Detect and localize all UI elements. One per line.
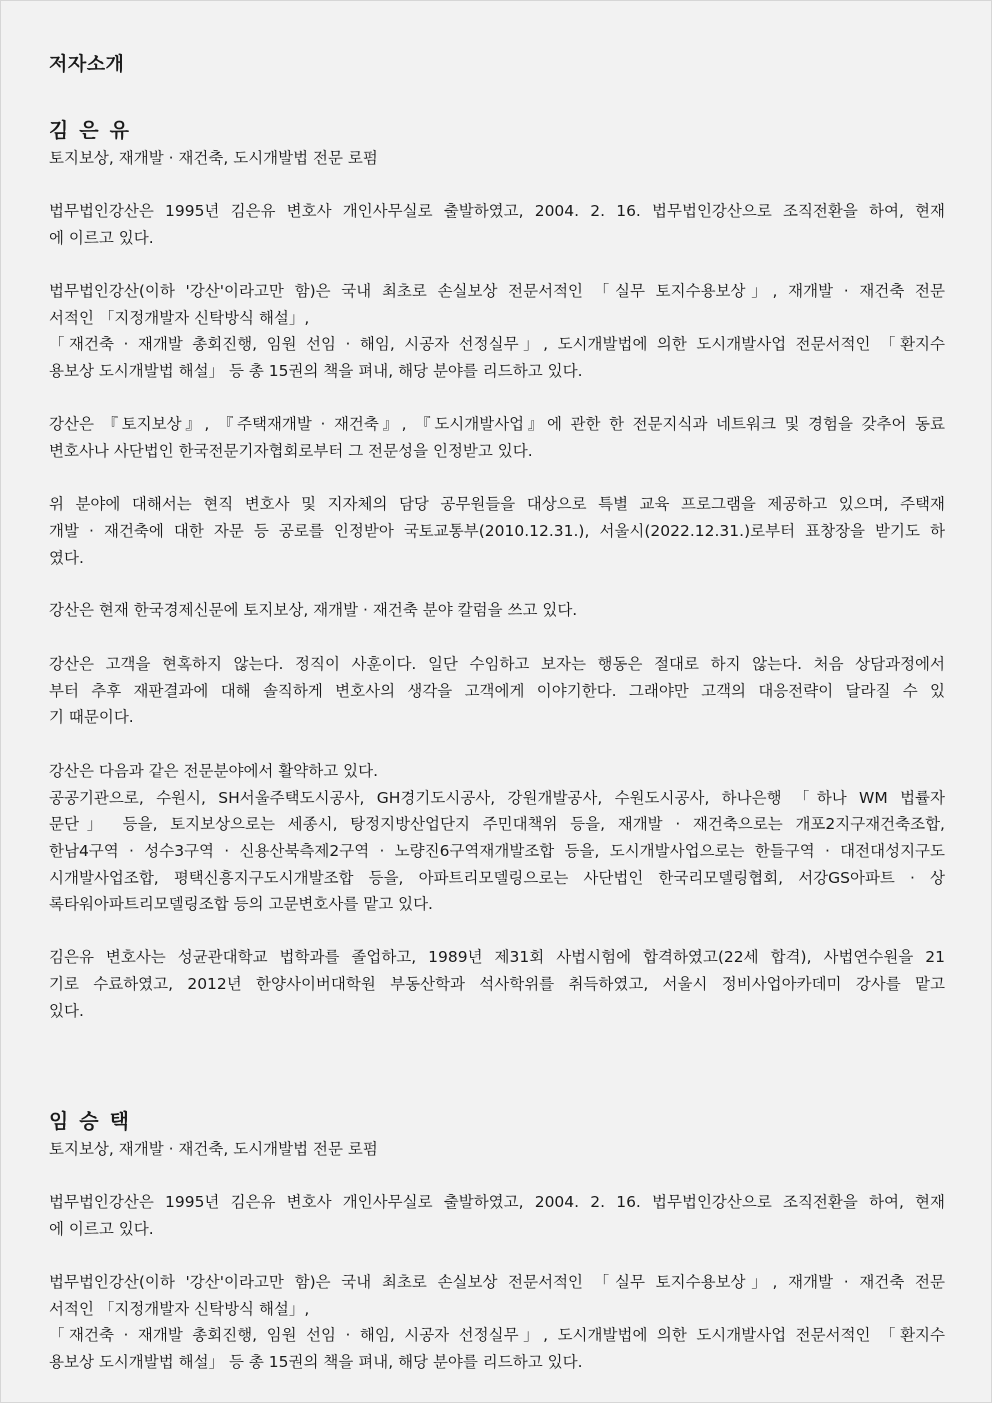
text-line: 문단」 등을, 토지보상으로는 세종시, 탕정지방산업단지 주민대책위 등을, 재개발 · 재건축으로는 개포2지구재건축조합, <box>49 815 945 833</box>
page-title: 저자소개 <box>49 53 125 75</box>
text-line: 서적인 「지정개발자 신탁방식 해설」, <box>49 1300 310 1318</box>
text-line: 개발 · 재건축에 대한 자문 등 공로를 인정받아 국토교통부(2010.12.31.), 서울시(2022.12.31.)로부터 표창장을 받기도 하 <box>49 522 945 540</box>
text-line: 「재건축 · 재개발 총회진행, 임원 선임 · 해임, 시공자 선정실무」, 도시개발법에 의한 도시개발사업 전문서적인 「환지수 <box>49 1326 945 1344</box>
text-line: 법무법인강산(이하 '강산'이라고만 함)은 국내 최초로 손실보상 전문서적인 「실무 토지수용보상」, 재개발 · 재건축 전문 <box>49 1273 945 1291</box>
text-line: 강산은 『토지보상』, 『주택재개발 · 재건축』, 『도시개발사업』에 관한 한 전문지식과 네트워크 및 경험을 갖추어 동료 <box>49 415 945 433</box>
text-line: 한남4구역 · 성수3구역 · 신용산북측제2구역 · 노량진6구역재개발조합 등을, 도시개발사업으로는 한들구역 · 대전대성지구도 <box>49 842 945 860</box>
text-line: 부터 추후 재판결과에 대해 솔직하게 변호사의 생각을 고객에게 이야기한다. 그래야만 고객의 대응전략이 달라질 수 있 <box>49 682 945 700</box>
author-subtitle: 토지보상, 재개발 · 재건축, 도시개발법 전문 로펌 <box>49 149 378 167</box>
text-line: 서적인 「지정개발자 신탁방식 해설」, <box>49 309 310 327</box>
text-line: 법무법인강산은 1995년 김은유 변호사 개인사무실로 출발하였고, 2004. 2. 16. 법무법인강산으로 조직전환을 하여, 현재 <box>49 1193 945 1211</box>
text-line: 법무법인강산은 1995년 김은유 변호사 개인사무실로 출발하였고, 2004. 2. 16. 법무법인강산으로 조직전환을 하여, 현재 <box>49 202 945 220</box>
text-line: 김은유 변호사는 성균관대학교 법학과를 졸업하고, 1989년 제31회 사법시험에 합격하였고(22세 합격), 사법연수원을 21 <box>49 948 945 966</box>
text-line: 기 때문이다. <box>49 708 134 726</box>
text-line: 법무법인강산(이하 '강산'이라고만 함)은 국내 최초로 손실보상 전문서적인 「실무 토지수용보상」, 재개발 · 재건축 전문 <box>49 282 945 300</box>
author-name: 김 은 유 <box>49 118 131 142</box>
text-line: 시개발사업조합, 평택신흥지구도시개발조합 등을, 아파트리모델링으로는 사단법인 한국리모델링협회, 서강GS아파트 · 상 <box>49 869 945 887</box>
text-line: 있다. <box>49 1002 84 1020</box>
text-line: 강산은 고객을 현혹하지 않는다. 정직이 사훈이다. 일단 수임하고 보자는 행동은 절대로 하지 않는다. 처음 상담과정에서 <box>49 655 945 673</box>
text-line: 용보상 도시개발법 해설」 등 총 15권의 책을 펴내, 해당 분야를 리드하고 있다. <box>49 1353 583 1371</box>
author-name: 임 승 택 <box>49 1109 131 1133</box>
text-line: 강산은 다음과 같은 전문분야에서 활약하고 있다. <box>49 762 379 780</box>
text-line: 록타워아파트리모델링조합 등의 고문변호사를 맡고 있다. <box>49 895 433 913</box>
text-line: 용보상 도시개발법 해설」 등 총 15권의 책을 펴내, 해당 분야를 리드하고 있다. <box>49 362 583 380</box>
text-line: 였다. <box>49 549 84 567</box>
text-line: 「재건축 · 재개발 총회진행, 임원 선임 · 해임, 시공자 선정실무」, 도시개발법에 의한 도시개발사업 전문서적인 「환지수 <box>49 335 945 353</box>
text-line: 강산은 현재 한국경제신문에 토지보상, 재개발 · 재건축 분야 칼럼을 쓰고 있다. <box>49 601 578 619</box>
text-line: 에 이르고 있다. <box>49 1220 154 1238</box>
author-subtitle: 토지보상, 재개발 · 재건축, 도시개발법 전문 로펌 <box>49 1140 378 1158</box>
text-line: 위 분야에 대해서는 현직 변호사 및 지자체의 담당 공무원들을 대상으로 특별 교육 프로그램을 제공하고 있으며, 주택재 <box>49 495 945 513</box>
text-line: 공공기관으로, 수원시, SH서울주택도시공사, GH경기도시공사, 강원개발공사, 수원도시공사, 하나은행 「하나 WM 법률자 <box>49 789 945 807</box>
text-line: 기로 수료하였고, 2012년 한양사이버대학원 부동산학과 석사학위를 취득하였고, 서울시 정비사업아카데미 강사를 맡고 <box>49 975 945 993</box>
text-line: 변호사나 사단법인 한국전문기자협회로부터 그 전문성을 인정받고 있다. <box>49 442 533 460</box>
text-line: 에 이르고 있다. <box>49 229 154 247</box>
